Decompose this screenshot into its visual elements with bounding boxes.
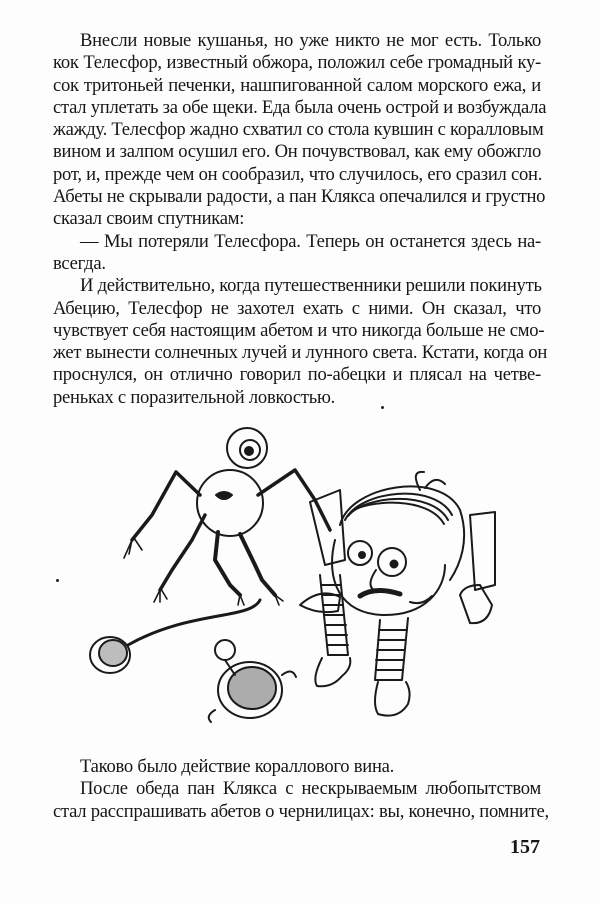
- text-line: реньках с поразительной ловкостью.: [53, 386, 336, 408]
- text-line: После обеда пан Клякса с нескрываемым любопытством: [80, 778, 541, 800]
- text-line: сок тритоньей печенки, нашпигованной салом морского ежа, и: [53, 74, 541, 96]
- text-line: проснулся, он отлично говорил по-абецки и плясал на четве-: [53, 364, 541, 386]
- text-line: жет вынести солнечных лучей и лунного света. Кстати, когда он: [53, 342, 548, 364]
- text-line: стал уплетать за обе щеки. Еда была очень острой и возбуждала: [53, 96, 547, 118]
- abet-creature: [124, 428, 330, 605]
- goblet: [209, 640, 296, 722]
- text-line: всегда.: [53, 252, 106, 274]
- text-line: сказал своим спутникам:: [53, 208, 245, 230]
- text-line: И действительно, когда путешественники решили покинуть: [80, 275, 542, 297]
- text-line: стал расспрашивать абетов о чернилицах: вы, конечно, помните,: [53, 800, 549, 822]
- illustration-telesfor-and-abet: [40, 390, 560, 750]
- page-number: 157: [510, 836, 540, 858]
- text-line: вином и залпом осушил его. Он почувствовал, как ему обожгло: [53, 141, 541, 163]
- text-line: рот, и, прежде чем он сообразил, что случилось, его сразил сон.: [53, 163, 543, 185]
- text-line: чувствует себя настоящим абетом и что никогда больше не смо-: [53, 319, 545, 341]
- ladle: [90, 600, 260, 673]
- text-line: Внесли новые кушанья, но уже никто не мог есть. Только: [80, 30, 541, 51]
- text-line: Абеты не скрывали радости, а пан Клякса опечалился и грустно: [53, 186, 546, 208]
- text-line: — Мы потеряли Телесфора. Теперь он останется здесь на-: [80, 230, 541, 252]
- text-line: жажду. Телесфор жадно схватил со стола кувшин с коралловым: [53, 119, 544, 141]
- text-block-top: [53, 30, 548, 409]
- text-line: Таково было действие кораллового вина.: [80, 756, 395, 777]
- text-line: Абецию, Телесфор не захотел ехать с ними. Он сказал, что: [53, 297, 541, 319]
- text-line: кок Телесфор, известный обжора, положил себе громадный ку-: [53, 52, 541, 74]
- text-block-bottom: [53, 756, 549, 823]
- telesfor: [300, 472, 495, 716]
